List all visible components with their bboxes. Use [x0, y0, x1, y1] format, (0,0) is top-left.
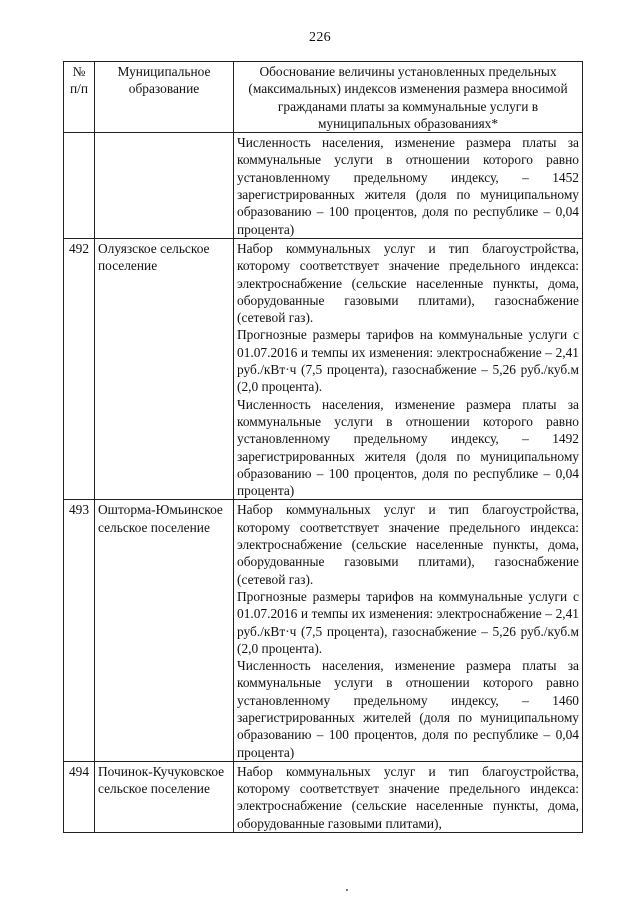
row-municipality: Ошторма-Юмьинское сельское поселение [95, 500, 234, 761]
row-municipality [95, 133, 234, 239]
tariff-index-table [63, 61, 583, 833]
row-number: 492 [64, 238, 95, 499]
row-justification [234, 133, 583, 239]
table-header-row [64, 62, 583, 133]
row-justification [234, 761, 583, 832]
row-number: 493 [64, 500, 95, 761]
header-number: № п/п [64, 62, 95, 133]
justification-paragraph: Набор коммунальных услуг и тип благоустройства, которому соответствует значение предельного индекса: электроснабжение (сельские населенные пункты, дома, оборудованные газовыми плитами), газоснабжение (сетевой газ). [237, 502, 579, 587]
justification-paragraph: Численность населения, изменение размера платы за коммунальные услуги в отношении которого равно установленному предельному индексу, – 1492 зарегистрированных жителя (доля по муниципальному образованию – 100 процентов, доля по республике – 0,04 процента) [237, 396, 579, 499]
justification-paragraph: Прогнозные размеры тарифов на коммунальные услуги с 01.07.2016 и темпы их изменения: электроснабжение – 2,41 руб./кВт·ч (7,5 процента), газоснабжение – 5,26 руб./куб.м (2,0 процента). [237, 327, 579, 395]
table-row [64, 238, 583, 499]
justification-paragraph: Набор коммунальных услуг и тип благоустройства, которому соответствует значение предельного индекса: электроснабжение (сельские населенные пункты, дома, оборудованные газовыми плитами), газоснабжение (сетевой газ). [237, 240, 579, 326]
table-row [64, 133, 583, 239]
justification-paragraph: Численность населения, изменение размера платы за коммунальные услуги в отношении которого равно установленному предельному индексу, – 1452 зарегистрированных жителя (доля по муниципальному образованию – 100 процентов, доля по республике – 0,04 процента) [237, 135, 579, 237]
row-number: 494 [64, 761, 95, 832]
justification-paragraph: Численность населения, изменение размера платы за коммунальные услуги в отношении которого равно установленному предельному индексу, – 1460 зарегистрированных жителей (доля по муниципальному образованию – 100 процентов, доля по республике – 0,04 процента) [237, 658, 579, 760]
row-justification [234, 500, 583, 761]
row-municipality: Починок-Кучуковское сельское поселение [95, 761, 234, 832]
header-justification: Обоснование величины установленных предельных (максимальных) индексов изменения размера вносимой гражданами платы за коммунальные услуги в муниципальных образованиях* [234, 62, 583, 133]
row-municipality: Олуязское сельское поселение [95, 238, 234, 499]
justification-paragraph: Набор коммунальных услуг и тип благоустройства, которому соответствует значение предельного индекса: электроснабжение (сельские населенные пункты, дома, оборудованные газовыми плитами), [237, 763, 579, 831]
row-number [64, 133, 95, 239]
row-justification [234, 238, 583, 499]
header-municipality: Муниципальное образование [95, 62, 234, 133]
scan-speck [346, 889, 348, 891]
table-row [64, 761, 583, 832]
page-number: 226 [309, 30, 331, 45]
justification-paragraph: Прогнозные размеры тарифов на коммунальные услуги с 01.07.2016 и темпы их изменения: электроснабжение – 2,41 руб./кВт·ч (7,5 процента), газоснабжение – 5,26 руб./куб.м (2,0 процента). [237, 588, 579, 656]
table-row [64, 500, 583, 761]
